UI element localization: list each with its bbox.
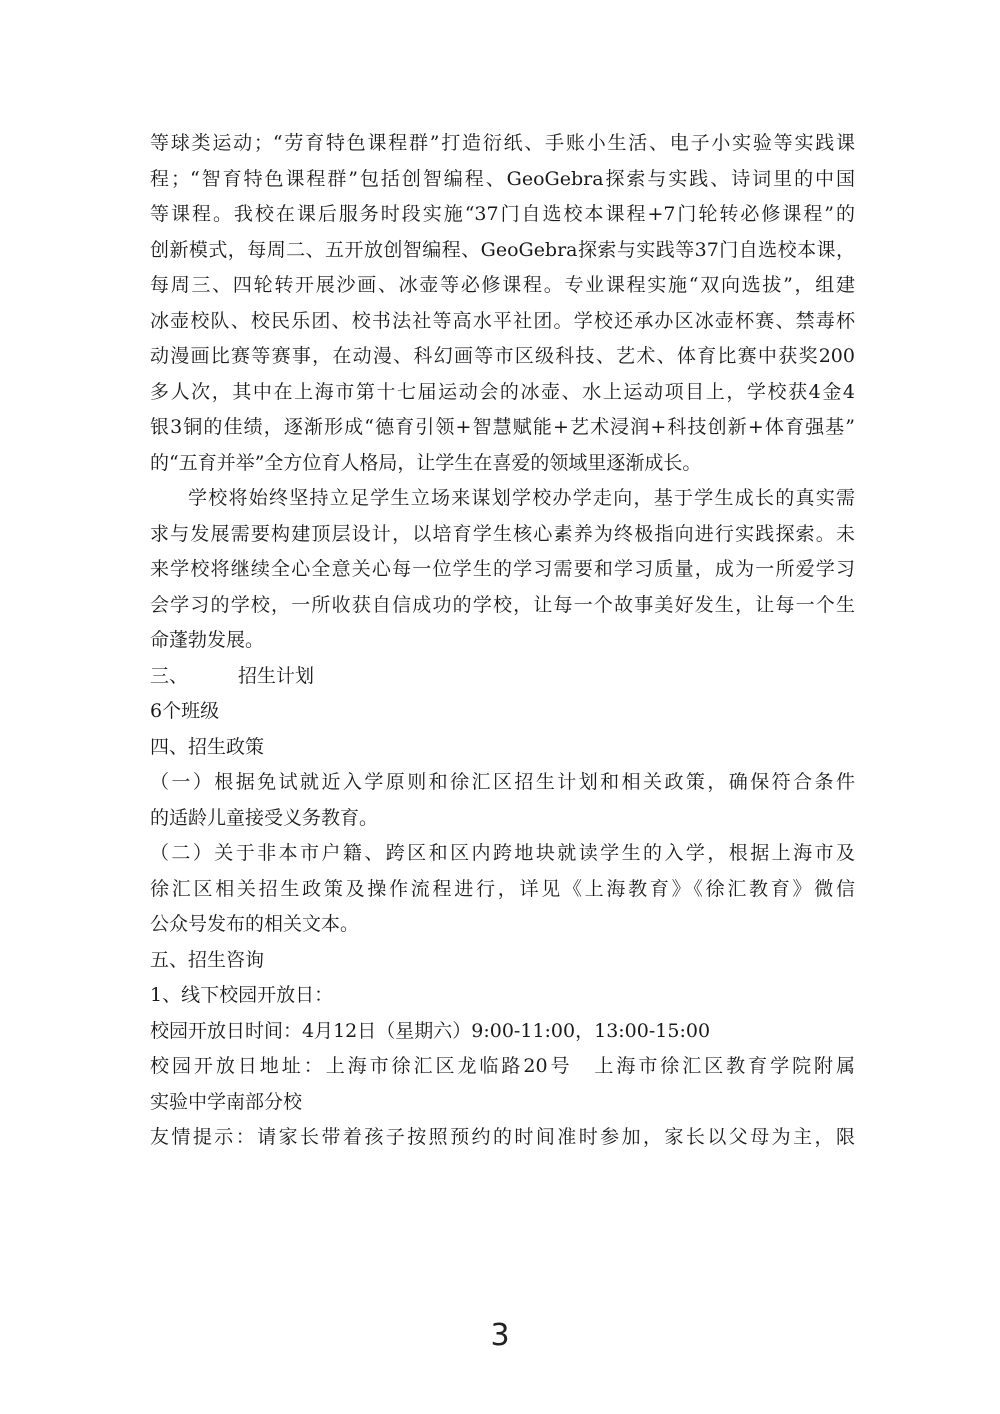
subsection-heading: 1、线下校园开放日： bbox=[150, 984, 334, 1006]
text-line: 命蓬勃发展。 bbox=[150, 629, 265, 651]
policy-item-1-line: 的适龄儿童接受义务教育。 bbox=[150, 806, 379, 829]
policy-item-2-line: （二）关于非本市户籍、跨区和区内跨地块就读学生的入学，根据上海市及 bbox=[150, 842, 855, 864]
text-line: 会学习的学校，一所收获自信成功的学校，让每一个故事美好发生，让每一个生 bbox=[150, 593, 855, 616]
document-body bbox=[150, 126, 855, 1156]
section-heading: 四、招生政策 bbox=[150, 735, 265, 758]
paragraph-school-vision bbox=[150, 481, 855, 659]
section-title: 招生计划 bbox=[238, 664, 315, 687]
text-line: 等球类运动；“劳育特色课程群”打造衍纸、手账小生活、电子小实验等实践课 bbox=[150, 132, 855, 154]
section-heading bbox=[150, 659, 855, 695]
text-line: 冰壶校队、校民乐团、校书法社等高水平社团。学校还承办区冰壶杯赛、禁毒杯 bbox=[150, 309, 855, 332]
policy-item-2-line: 徐汇区相关招生政策及操作流程进行，详见《上海教育》《徐汇教育》微信 bbox=[150, 877, 855, 900]
section-enrollment-policy bbox=[150, 730, 855, 943]
open-day-time: 校园开放日时间：4月12日（星期六）9:00-11:00，13:00-15:00 bbox=[150, 1019, 711, 1042]
policy-item-2-line: 公众号发布的相关文本。 bbox=[150, 913, 360, 935]
page-number: 3 bbox=[490, 1318, 510, 1353]
open-day-address-line: 校园开放日地址：上海市徐汇区龙临路20号 上海市徐汇区教育学院附属 bbox=[150, 1055, 855, 1077]
section-number: 三、 bbox=[150, 664, 189, 687]
text-line: 多人次，其中在上海市第十七届运动会的冰壶、水上运动项目上，学校获4金4 bbox=[150, 380, 855, 403]
text-line: 等课程。我校在课后服务时段实施“37门自选校本课程+7门轮转必修课程”的 bbox=[150, 203, 855, 225]
text-line: 每周三、四轮转开展沙画、冰壶等必修课程。专业课程实施“双向选拔”，组建 bbox=[150, 274, 855, 296]
open-day-address-line: 实验中学南部分校 bbox=[150, 1090, 303, 1113]
friendly-tip: 友情提示：请家长带着孩子按照预约的时间准时参加，家长以父母为主，限 bbox=[150, 1126, 855, 1148]
enrollment-class-count: 6个班级 bbox=[150, 700, 220, 722]
section-heading: 五、招生咨询 bbox=[150, 948, 265, 971]
text-line: 的“五育并举”全方位育人格局，让学生在喜爱的领域里逐渐成长。 bbox=[150, 451, 702, 474]
text-line: 求与发展需要构建顶层设计，以培育学生核心素养为终极指向进行实践探索。未 bbox=[150, 522, 855, 545]
policy-item-1-line: （一）根据免试就近入学原则和徐汇区招生计划和相关政策，确保符合条件 bbox=[150, 771, 855, 793]
text-line: 程；“智育特色课程群”包括创智编程、GeoGebra探索与实践、诗词里的中国 bbox=[150, 167, 855, 190]
text-line: 银3铜的佳绩，逐渐形成“德育引领+智慧赋能+艺术浸润+科技创新+体育强基” bbox=[150, 416, 855, 438]
section-enrollment-plan bbox=[150, 659, 855, 730]
text-line: 来学校将继续全心全意关心每一位学生的学习需要和学习质量，成为一所爱学习 bbox=[150, 558, 855, 580]
paragraph-extracurricular-courses bbox=[150, 126, 855, 481]
section-enrollment-consultation bbox=[150, 943, 855, 1156]
text-line: 动漫画比赛等赛事，在动漫、科幻画等市区级科技、艺术、体育比赛中获奖200 bbox=[150, 345, 855, 367]
text-line: 学校将始终坚持立足学生立场来谋划学校办学走向，基于学生成长的真实需 bbox=[188, 487, 855, 509]
text-line: 创新模式，每周二、五开放创智编程、GeoGebra探索与实践等37门自选校本课， bbox=[150, 238, 855, 261]
